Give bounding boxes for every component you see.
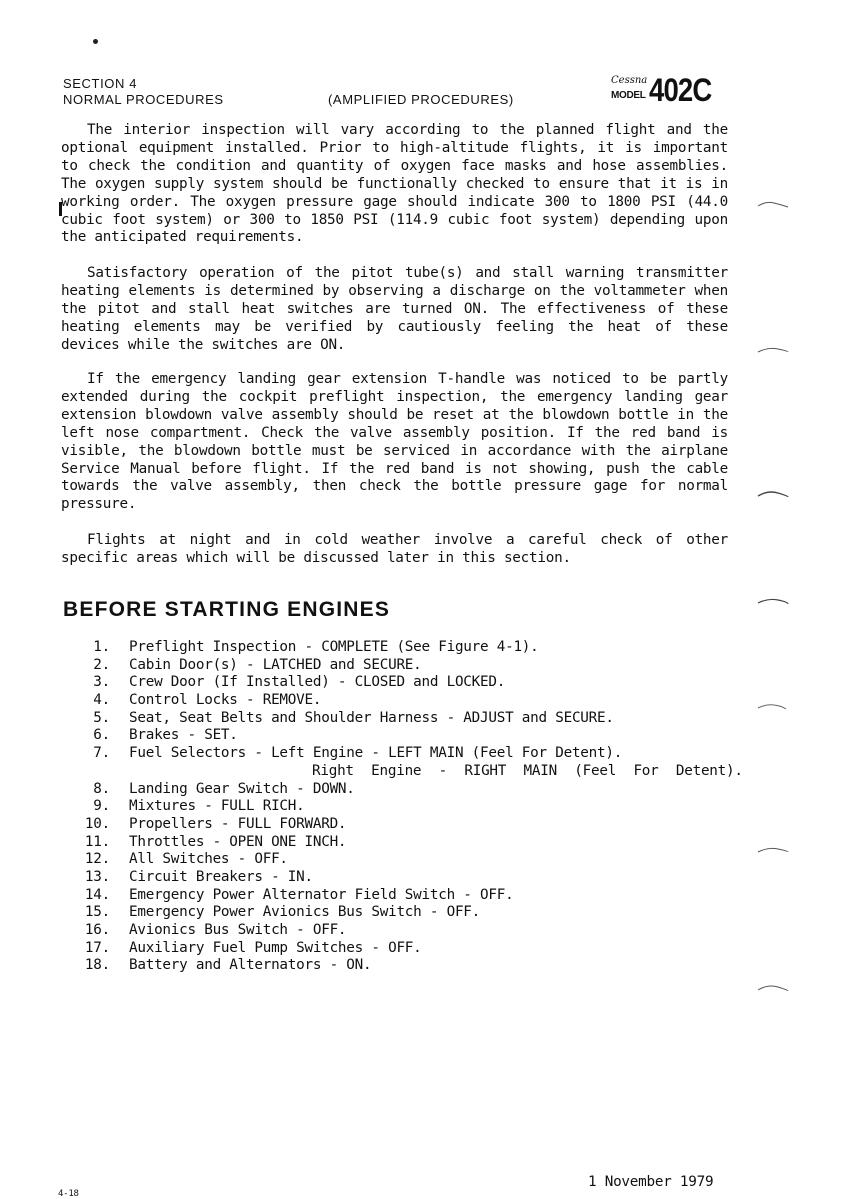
margin-mark [756,984,790,992]
margin-mark [756,846,790,854]
checklist-item: 8. Landing Gear Switch - DOWN. [93,780,355,797]
model-label: MODEL [611,90,646,101]
page-number: 4-18 [58,1189,79,1199]
section-label: SECTION 4 [63,76,138,91]
checklist-item: 5. Seat, Seat Belts and Shoulder Harness - ADJUST and SECURE. [93,709,614,726]
checklist-item: 11. Throttles - OPEN ONE INCH. [84,833,347,850]
paragraph-night-flights: Flights at night and in cold weather involve a careful check of other specific areas which will be discussed later in this section. [61,532,728,566]
brand-name: Cessna [611,75,648,86]
checklist-item: 17. Auxiliary Fuel Pump Switches - OFF. [84,939,422,956]
margin-mark [756,200,790,208]
checklist-item: 1. Preflight Inspection - COMPLETE (See Figure 4-1). [93,639,539,655]
checklist-item: 3. Crew Door (If Installed) - CLOSED and LOCKED. [93,674,506,691]
checklist-item: 13. Circuit Breakers - IN. [84,868,313,885]
margin-mark [756,702,790,710]
margin-mark [756,490,790,498]
checklist-item: 12. All Switches - OFF. [84,851,288,868]
checklist-item: 15. Emergency Power Avionics Bus Switch - OFF. [84,904,481,921]
margin-mark [756,598,790,606]
paragraph-oxygen: The interior inspection will vary according to the planned flight and the optional equipment installed. Prior to high-altitude flights, it is important to check the condition and quantity of oxygen face masks and hose assemblies. The oxygen supply system should be functionally checked to ensure that it is in working order. The oxygen pressure gage should indicate 300 to 1800 PSI (44.0 cubic foot system) or 300 to 1850 PSI (114.9 cubic foot system) depending upon the anticipated requirements. [61,122,728,246]
revision-date: 1 November 1979 [588,1174,714,1190]
checklist-item: 16. Avionics Bus Switch - OFF. [84,922,347,938]
paragraph-emergency-gear: If the emergency landing gear extension T-handle was noticed to be partly extended during the cockpit preflight inspection, the emergency landing gear extension blowdown valve assembly should be reset at the blowdown bottle in the left nose compartment. Check the valve assembly position. If the red band is visible, the blowdown bottle must be serviced in accordance with the airplane Service Manual before flight. If the red band is not showing, push the cable towards the valve assembly, then check the bottle pressure gage for normal pressure. [61,371,728,513]
model-logo [609,73,729,109]
model-number: 402C [649,72,712,108]
checklist-item: 18. Battery and Alternators - ON. [84,957,372,974]
section-subtitle: NORMAL PROCEDURES [63,92,224,107]
checklist-item: 6. Brakes - SET. [93,727,238,744]
margin-mark [756,346,790,354]
procedures-label: (AMPLIFIED PROCEDURES) [328,92,514,107]
checklist-item: 14. Emergency Power Alternator Field Switch - OFF. [84,886,514,903]
paragraph-pitot-heat: Satisfactory operation of the pitot tube(s) and stall warning transmitter heating elements is determined by observing a discharge on the voltammeter when the pitot and stall heat switches are turned ON. The effectiveness of these heating elements may be verified by cautiously feeling the heat of these devices while the switches are ON. [61,265,728,353]
checklist-item-continuation: Right Engine - RIGHT MAIN (Feel For Detent). [312,762,743,779]
section-header [63,76,224,108]
checklist-item: 7. Fuel Selectors - Left Engine - LEFT MAIN (Feel For Detent). [93,745,623,762]
before-starting-checklist [78,639,743,975]
checklist-item: 2. Cabin Door(s) - LATCHED and SECURE. [93,656,422,673]
section-title: BEFORE STARTING ENGINES [63,598,391,621]
checklist-item: 10. Propellers - FULL FORWARD. [84,815,347,832]
checklist-item: 9. Mixtures - FULL RICH. [93,798,305,815]
punch-dot [93,39,98,44]
checklist-item: 4. Control Locks - REMOVE. [93,692,322,709]
